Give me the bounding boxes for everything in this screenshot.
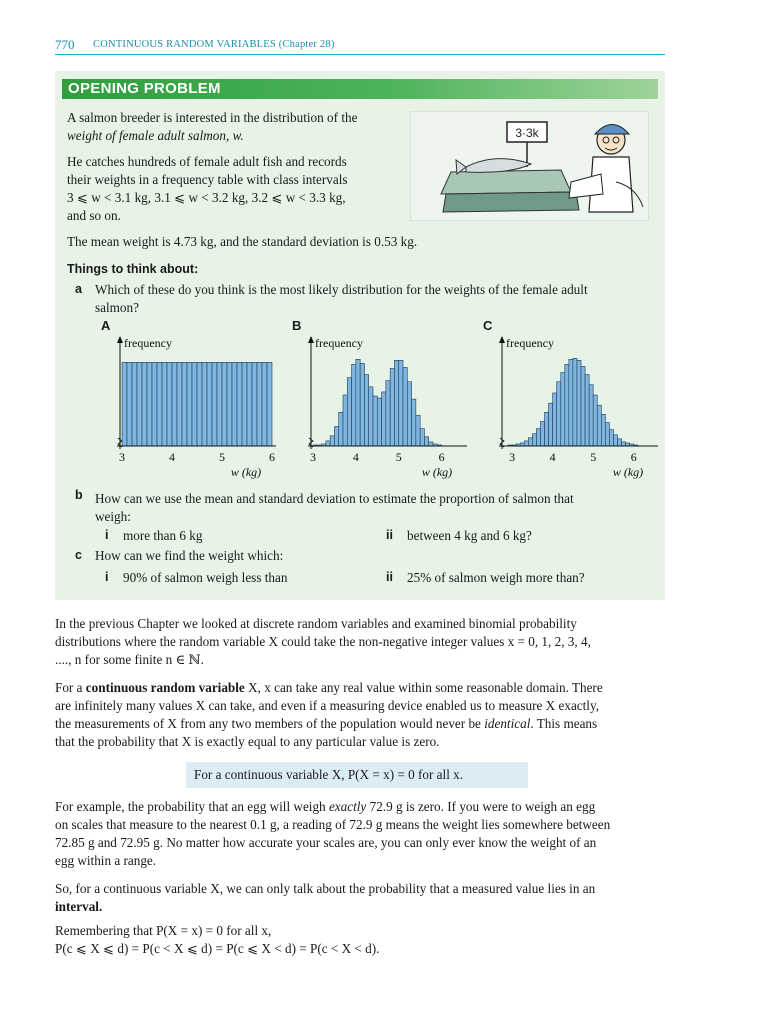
question-c-ii-label: ii [386, 570, 393, 584]
histogram-bar [330, 436, 334, 446]
question-b-label: b [75, 488, 83, 502]
histogram-bar [187, 362, 192, 446]
histogram-bar [182, 362, 187, 446]
histogram-bar [137, 362, 142, 446]
histogram-bar [122, 362, 127, 446]
x-tick-label: 5 [395, 450, 402, 464]
page-header [55, 36, 665, 55]
histogram-bar [356, 359, 360, 446]
histogram-bar [262, 362, 267, 446]
histogram-bar [622, 442, 626, 446]
intro-line-2: weight of female adult salmon, w. [67, 128, 244, 143]
histogram-bar [232, 362, 237, 446]
histogram-bar [242, 362, 247, 446]
histogram-bar [167, 362, 172, 446]
histogram-bar [412, 399, 416, 446]
histogram-bar [364, 375, 368, 446]
histogram-bar [528, 438, 532, 446]
histogram-bar [549, 403, 553, 446]
x-tick-label: 3 [509, 450, 516, 464]
histogram-bar [222, 362, 227, 446]
question-b-ii-label: ii [386, 528, 393, 542]
x-axis-label: w (kg) [421, 465, 453, 479]
record-line-3: 3 ⩽ w < 3.1 kg, 3.1 ⩽ w < 3.2 kg, 3.2 ⩽ w < 3.3 kg, [67, 190, 346, 205]
histogram-bar [382, 392, 386, 446]
histogram-bar [601, 414, 605, 446]
question-a-line-1: Which of these do you think is the most likely distribution for the weights of the female adult [95, 282, 588, 297]
histogram-bar [532, 434, 536, 446]
histogram-bar [252, 362, 257, 446]
histogram-bar [524, 441, 528, 446]
opening-problem-banner [62, 79, 658, 99]
key-formula-box [186, 762, 528, 788]
histogram-bar [212, 362, 217, 446]
x-tick-label: 6 [438, 450, 445, 464]
histogram-bar [605, 423, 609, 446]
histogram-bar [377, 398, 381, 446]
graph-a-label: A [101, 318, 111, 333]
histogram-bar [373, 396, 377, 446]
histogram-bar [347, 378, 351, 446]
x-tick-label: 3 [119, 450, 125, 464]
question-c-i: 90% of salmon weigh less than [123, 570, 288, 585]
histogram-bar [267, 362, 272, 446]
para2-l3-a: the measurements of X from any two members of the population would never be [55, 716, 485, 731]
histogram-bar [352, 364, 356, 446]
banner-title: OPENING PROBLEM [68, 80, 221, 97]
histogram-bar [197, 362, 202, 446]
histogram-bar [593, 395, 597, 446]
question-a-label: a [75, 282, 82, 296]
question-c-line: How can we find the weight which: [95, 548, 284, 563]
para2-line-4: that the probability that X is exactly equal to any particular value is zero. [55, 734, 440, 749]
question-b-line-2: weigh: [95, 509, 131, 524]
x-tick-label: 4 [169, 450, 175, 464]
histogram-bar [152, 362, 157, 446]
histogram-bar [540, 422, 544, 446]
histogram-bar [420, 429, 424, 446]
scale-display: 3·3k [515, 126, 539, 140]
histogram-bar [589, 385, 593, 446]
histogram-bar [403, 367, 407, 446]
para2-line-1 [55, 679, 667, 698]
record-line-1: He catches hundreds of female adult fish and records [67, 154, 347, 169]
histogram-bar [553, 393, 557, 446]
x-tick-label: 6 [630, 450, 637, 464]
para5-line-2: P(c ⩽ X ⩽ d) = P(c < X ⩽ d) = P(c ⩽ X < d) = P(c < X < d). [55, 941, 380, 956]
chapter-title: CONTINUOUS RANDOM VARIABLES (Chapter 28) [93, 39, 335, 50]
continuous-random-variable-term: continuous random variable [85, 680, 245, 695]
histogram-bar [585, 375, 589, 446]
histogram-bar [162, 362, 167, 446]
para2-text-c: X, x can take any real value within some reasonable domain. There [244, 680, 603, 695]
histogram-bar [416, 415, 420, 446]
exactly-term: exactly [328, 799, 367, 814]
histogram-bar [407, 382, 411, 446]
histogram-bar [613, 435, 617, 446]
histogram-bar [577, 360, 581, 446]
histogram-bar [399, 360, 403, 446]
histogram-bar [157, 362, 162, 446]
para3-l1-a: For example, the probability that an egg will weigh [55, 799, 329, 814]
histogram-bar [247, 362, 252, 446]
histogram-bar [237, 362, 242, 446]
y-axis-label: frequency [506, 336, 554, 350]
histogram-bar [557, 382, 561, 446]
histogram-bar [334, 427, 338, 446]
distribution-graph-b [291, 333, 467, 483]
y-axis-arrow [308, 336, 314, 343]
x-tick-label: 3 [310, 450, 316, 464]
intro-line-1: A salmon breeder is interested in the distribution of the [67, 110, 358, 125]
histogram-bar [127, 362, 132, 446]
histogram-bar [343, 395, 347, 446]
histogram-bar [369, 387, 373, 446]
histogram-bar [597, 405, 601, 446]
question-a-line-2: salmon? [95, 300, 139, 315]
para3-line-4: egg within a range. [55, 853, 157, 868]
histogram-bar [207, 362, 212, 446]
histogram-bar [192, 362, 197, 446]
histogram-bar [386, 381, 390, 446]
para3-line-2: on scales that measure to the nearest 0.1 g, a reading of 72.9 g means the weight lies somewhere between [55, 817, 611, 832]
para1-line-2: distributions where the random variable X could take the non-negative integer values x = 0, 1, 2, 3, 4, [55, 634, 591, 649]
histogram-bar [561, 373, 565, 446]
question-c-label: c [75, 548, 82, 562]
histogram-bar [326, 441, 330, 446]
question-b-ii: between 4 kg and 6 kg? [407, 528, 532, 543]
question-c-ii: 25% of salmon weigh more than? [407, 570, 585, 585]
histogram-bar [609, 430, 613, 446]
question-b-line-1: How can we use the mean and standard deviation to estimate the proportion of salmon that [95, 491, 574, 506]
histogram-bar [390, 368, 394, 446]
histogram-bar [172, 362, 177, 446]
graph-c-label: C [483, 318, 493, 333]
histogram-bar [394, 360, 398, 446]
graph-b-label: B [292, 318, 302, 333]
para4-line-1: So, for a continuous variable X, we can only talk about the probability that a measured value lies in an [55, 881, 596, 896]
histogram-bar [424, 437, 428, 446]
para2-line-3 [55, 715, 667, 734]
y-axis-arrow [117, 336, 123, 343]
distribution-graph-a [100, 333, 276, 483]
x-axis-label: w (kg) [230, 465, 262, 479]
histogram-bar [257, 362, 262, 446]
x-tick-label: 6 [269, 450, 275, 464]
histogram-bar [360, 363, 364, 446]
para1-line-3: ...., n for some finite n ∈ ℕ. [55, 652, 204, 667]
para2-l3-c: . This means [530, 716, 598, 731]
histogram-bar [581, 366, 585, 446]
x-tick-label: 5 [590, 450, 597, 464]
para3-line-3: 72.85 g and 72.95 g. No matter how accurate your scales are, you can only ever know the weight of an [55, 835, 597, 850]
histogram-bar [339, 412, 343, 446]
salmon-breeder-cartoon [410, 111, 649, 221]
para5-line-1: Remembering that P(X = x) = 0 for all x, [55, 923, 272, 938]
identical-term: identical [484, 716, 531, 731]
histogram-bar [177, 362, 182, 446]
histogram-bar [545, 412, 549, 446]
histogram-bar [217, 362, 222, 446]
y-axis-label: frequency [124, 336, 172, 350]
x-tick-label: 4 [352, 450, 359, 464]
x-tick-label: 4 [549, 450, 556, 464]
para2-text-a: For a [55, 680, 86, 695]
histogram-bar [132, 362, 137, 446]
histogram-bar [429, 442, 433, 446]
histogram-bar [573, 358, 577, 446]
record-line-2: their weights in a frequency table with class intervals [67, 172, 348, 187]
histogram-bar [536, 429, 540, 446]
record-line-4: and so on. [67, 208, 121, 223]
y-axis-arrow [499, 336, 505, 343]
para4-line-2: interval. [55, 899, 103, 914]
mean-sd-line: The mean weight is 4.73 kg, and the standard deviation is 0.53 kg. [67, 234, 418, 249]
histogram-bar [142, 362, 147, 446]
para3-l1-c: 72.9 g is zero. If you were to weigh an egg [366, 799, 596, 814]
question-c-i-label: i [105, 570, 109, 584]
key-formula: For a continuous variable X, P(X = x) = 0 for all x. [194, 767, 464, 782]
things-heading: Things to think about: [67, 262, 199, 276]
histogram-bar [227, 362, 232, 446]
histogram-bar [569, 359, 573, 446]
distribution-graph-c [482, 333, 658, 483]
question-b-i: more than 6 kg [123, 528, 203, 543]
cartoon-illustration [411, 112, 648, 220]
histogram-bar [147, 362, 152, 446]
para1-line-1: In the previous Chapter we looked at discrete random variables and examined binomial probability [55, 616, 577, 631]
question-b-i-label: i [105, 528, 109, 542]
histogram-bar [202, 362, 207, 446]
y-axis-label: frequency [315, 336, 363, 350]
histogram-bar [618, 439, 622, 446]
x-axis-label: w (kg) [612, 465, 644, 479]
para3-line-1 [55, 798, 667, 817]
histogram-bar [565, 364, 569, 446]
para2-line-2: are infinitely many values X can take, and even if a measuring device enabled us to measure X exactly, [55, 698, 600, 713]
page-number: 770 [55, 37, 75, 52]
x-tick-label: 5 [219, 450, 225, 464]
